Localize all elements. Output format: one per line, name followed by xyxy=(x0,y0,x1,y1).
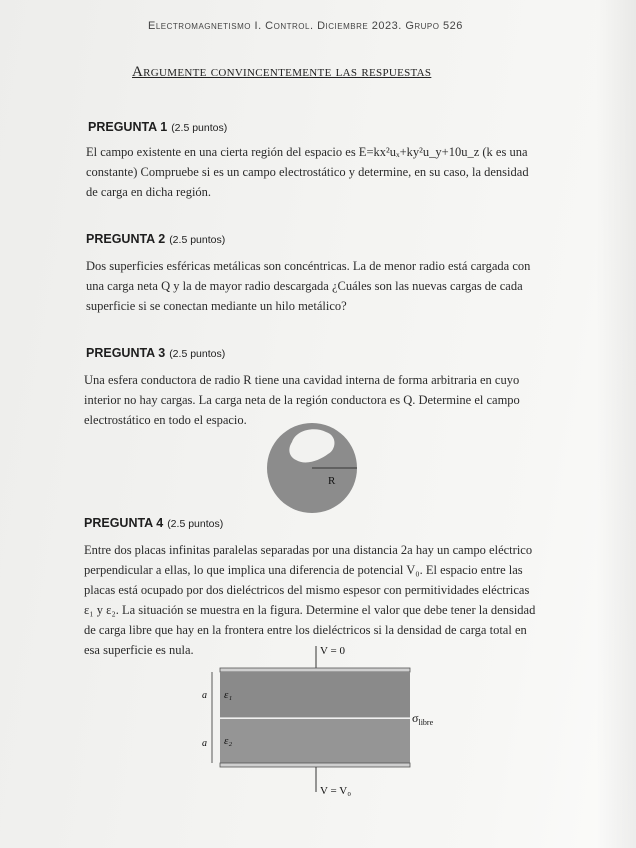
question-2-points: (2.5 puntos) xyxy=(169,234,226,246)
epsilon-1-label: ε₁ xyxy=(224,689,233,701)
question-1-label: PREGUNTA 1 xyxy=(88,120,168,134)
sigma-symbol: σ xyxy=(412,711,419,725)
exam-header: Electromagnetismo I. Control. Diciembre 2023. Grupo 526 xyxy=(148,20,463,32)
dielectric-1 xyxy=(220,672,410,718)
question-4-line: perpendicular a ellas, lo que implica una diferencia de potencial V₀. El espacio entre las xyxy=(84,563,523,577)
question-3-line: electrostático en todo el espacio. xyxy=(84,413,247,427)
epsilon-2-label: ε₂ xyxy=(224,735,233,747)
question-4-line: de carga libre que hay en la frontera entre los dieléctricos si la densidad de carga total en xyxy=(84,623,527,637)
question-3-title xyxy=(86,346,225,360)
sigma-subscript: libre xyxy=(418,718,434,727)
question-1-points: (2.5 puntos) xyxy=(171,122,228,134)
bottom-plate xyxy=(220,763,410,767)
page-edge-shadow xyxy=(596,0,636,848)
question-4-line: ε₁ y ε₂. La situación se muestra en la figura. Determine el valor que debe tener la densidad xyxy=(84,603,536,617)
question-3-points: (2.5 puntos) xyxy=(169,348,226,360)
exam-instructions: Argumente convincentemente las respuestas xyxy=(132,64,432,80)
top-potential-label: V = 0 xyxy=(320,645,345,657)
top-plate xyxy=(220,668,410,672)
bottom-potential-label: V = V₀ xyxy=(320,785,352,797)
question-1-line: constante) Compruebe si es un campo electrostático y determine, en su caso, la densidad xyxy=(86,165,529,179)
radius-label: R xyxy=(328,475,336,487)
capacitor-figure xyxy=(190,640,450,800)
question-3-label: PREGUNTA 3 xyxy=(86,346,166,360)
question-3-line: interior no hay cargas. La carga neta de la región conductora es Q. Determine el campo xyxy=(84,393,520,407)
question-4-line: esa superficie es nula. xyxy=(84,643,194,657)
conducting-sphere-figure xyxy=(262,420,362,520)
question-2-line: Dos superficies esféricas metálicas son concéntricas. La de menor radio está cargada con xyxy=(86,259,531,273)
dielectric-2 xyxy=(220,719,410,763)
thickness-label-top: a xyxy=(202,690,207,701)
question-4-line: Entre dos placas infinitas paralelas separadas por una distancia 2a hay un campo eléctrico xyxy=(84,543,533,557)
question-4-points: (2.5 puntos) xyxy=(167,518,224,530)
question-2-title xyxy=(86,232,225,246)
question-4-title xyxy=(84,516,223,530)
question-2-line: una carga neta Q y la de mayor radio descargada ¿Cuáles son las nuevas cargas de cada xyxy=(86,279,523,293)
question-4-label: PREGUNTA 4 xyxy=(84,516,164,530)
question-3-line: Una esfera conductora de radio R tiene una cavidad interna de forma arbitraria en cuyo xyxy=(84,373,520,387)
question-2-line: superficie si se conectan mediante un hilo metálico? xyxy=(86,299,347,313)
question-1-line: El campo existente en una cierta región del espacio es E=kx²uₓ+ky²u_y+10u_z (k es una xyxy=(86,145,528,159)
question-2-text xyxy=(86,256,546,316)
thickness-label-bottom: a xyxy=(202,738,207,749)
question-4-line: placas está ocupado por dos dieléctricos del mismo espesor con permitividades eléctricas xyxy=(84,583,530,597)
question-1-line: de carga en dicha región. xyxy=(86,185,212,199)
question-2-label: PREGUNTA 2 xyxy=(86,232,166,246)
question-1-title xyxy=(88,120,227,134)
free-charge-label xyxy=(412,711,434,727)
question-1-text xyxy=(86,142,546,202)
